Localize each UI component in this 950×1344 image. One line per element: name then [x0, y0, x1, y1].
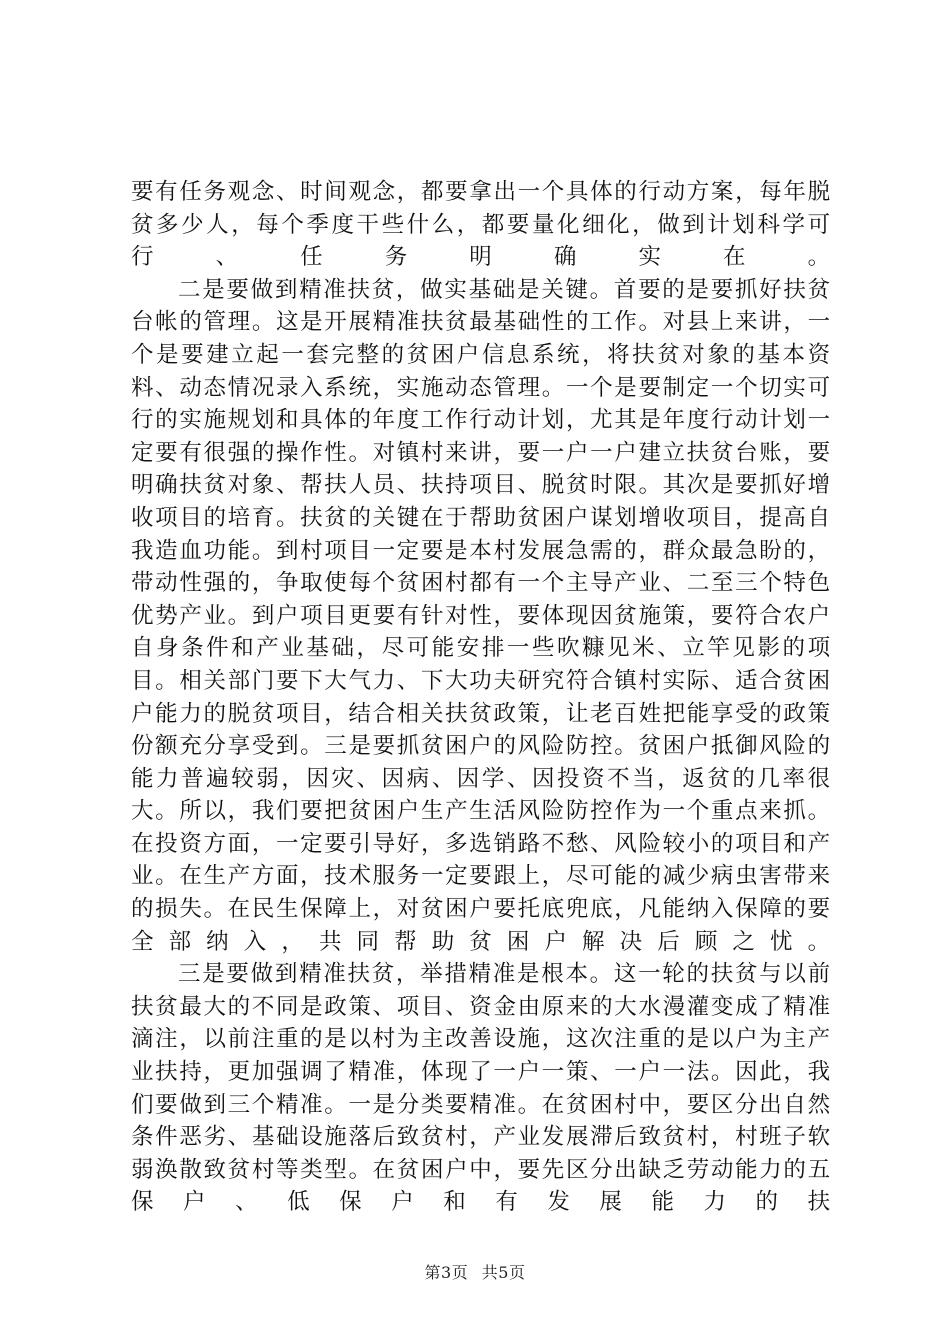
page-footer — [0, 1263, 950, 1283]
paragraph-1: 要有任务观念、时间观念，都要拿出一个具体的行动方案，每年脱贫多少人，每个季度干些什么，都要量化细化，做到计划科学可行、任务明确实在。 — [131, 179, 831, 271]
paragraph-2: 二是要做到精准扶贫，做实基础是关键。首要的是要抓好扶贫台帐的管理。这是开展精准扶贫最基础性的工作。对县上来讲，一个是要建立起一套完整的贫困户信息系统，将扶贫对象的基本资料、动态情况录入系统，实施动态管理。一个是要制定一个切实可行的实施规划和具体的年度工作行动计划，尤其是年度行动计划一定要有很强的操作性。对镇村来讲，要一户一户建立扶贫台账，要明确扶贫对象、帮扶人员、扶持项目、脱贫时限。其次是要抓好增收项目的培育。扶贫的关键在于帮助贫困户谋划增收项目，提高自我造血功能。到村项目一定要是本村发展急需的，群众最急盼的，带动性强的，争取使每个贫困村都有一个主导产业、二至三个特色优势产业。到户项目更要有针对性，要体现因贫施策，要符合农户自身条件和产业基础，尽可能安排一些吹糠见米、立竿见影的项目。相关部门要下大气力、下大功夫研究符合镇村实际、适合贫困户能力的脱贫项目，结合相关扶贫政策，让老百姓把能享受的政策份额充分享受到。三是要抓贫困户的风险防控。贫困户抵御风险的能力普遍较弱，因灾、因病、因学、因投资不当，返贫的几率很大。所以，我们要把贫困户生产生活风险防控作为一个重点来抓。在投资方面，一定要引导好，多选销路不愁、风险较小的项目和产业。在生产方面，技术服务一定要跟上，尽可能的减少病虫害带来的损失。在民生保障上，对贫困户要托底兜底，凡能纳入保障的要全部纳入，共同帮助贫困户解决后顾之忧。 — [131, 276, 831, 955]
paragraph-3: 三是要做到精准扶贫，举措精准是根本。这一轮的扶贫与以前扶贫最大的不同是政策、项目、资金由原来的大水漫灌变成了精准滴注，以前注重的是以村为主改善设施，这次注重的是以户为主产业扶持，更加强调了精准，体现了一户一策、一户一法。因此，我们要做到三个精准。一是分类要精准。在贫困村中，要区分出自然条件恶劣、基础设施落后致贫村，产业发展滞后致贫村，村班子软弱涣散致贫村等类型。在贫困户中，要先区分出缺乏劳动能力的五保户、低保户和有发展能力的扶 — [131, 961, 831, 1216]
page-total: 共5页 — [481, 1263, 526, 1282]
page-number: 第3页 — [424, 1263, 469, 1282]
document-body — [131, 176, 831, 1219]
